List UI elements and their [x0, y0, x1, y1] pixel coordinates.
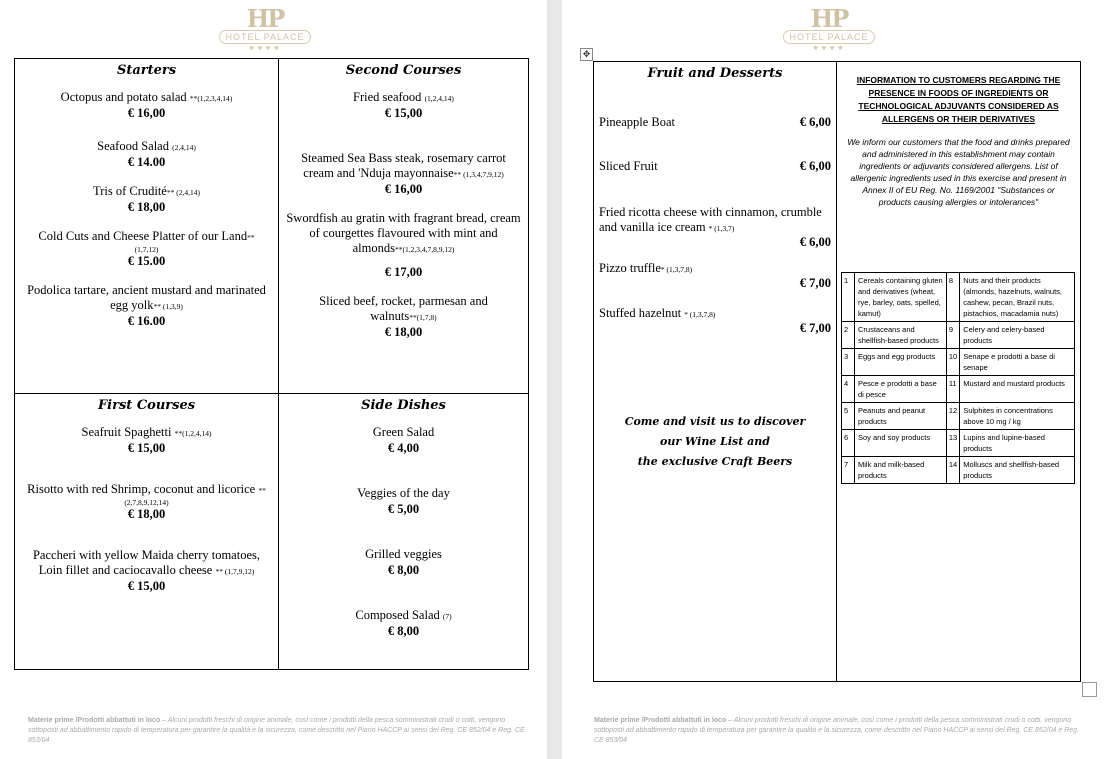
logo-name: HOTEL PALACE [219, 30, 311, 44]
dish-item: Grilled veggies € 8,00 [365, 547, 442, 577]
allergen-number: 9 [946, 322, 959, 349]
allergen-name: Milk and milk-based products [855, 457, 947, 484]
allergen-number: 2 [842, 322, 855, 349]
dish-item: Octopus and potato salad **(1,2,3,4,14) € 16,00 [60, 90, 233, 120]
dish-item: Seafood Salad (2,4,14) € 14.00 [97, 139, 196, 169]
allergen-number: 5 [842, 403, 855, 430]
logo-stars: ★★★★ [248, 44, 282, 52]
hotel-logo [779, 4, 879, 52]
logo-monogram: HP [810, 4, 848, 33]
menu-table-page-1 [14, 58, 529, 670]
allergen-row [842, 273, 1075, 322]
allergen-row [842, 349, 1075, 376]
allergen-info-title: INFORMATION TO CUSTOMERS REGARDING THE PRESENCE IN FOODS OF INGREDIENTS OR TECHNOLOGICAL ADJUVANTS CONSIDERED AS ALLERGENS OR THEIR DERIVATIVES [856, 75, 1061, 124]
allergen-number: 7 [842, 457, 855, 484]
hotel-logo [215, 4, 315, 52]
allergen-name: Senape e prodotti a base di senape [960, 349, 1075, 376]
allergen-number: 3 [842, 349, 855, 376]
section-title: Second Courses [345, 63, 462, 78]
section-title: Side Dishes [361, 398, 446, 413]
allergen-number: 8 [946, 273, 959, 322]
dish-item: Paccheri with yellow Maida cherry tomatoes, Loin fillet and caciocavallo cheese ** (1,7,9,12) € 15,00 [32, 548, 260, 593]
dish-item: Seafruit Spaghetti **(1,2,4,14) € 15,00 [81, 425, 212, 455]
allergen-name: Molluscs and shellfish-based products [960, 457, 1075, 484]
logo-stars: ★★★★ [812, 44, 846, 52]
allergen-number: 14 [946, 457, 959, 484]
allergen-name: Lupins and lupine-based products [960, 430, 1075, 457]
allergen-name: Pesce e prodotti a base di pesce [855, 376, 947, 403]
allergen-row [842, 322, 1075, 349]
footer-note: Materie prime /Prodotti abbattuti in loco – Alcuni prodotti freschi di origine animale, così come i prodotti della pesca somministrati crudi o cotti, vengono sottoposti ad abbattimento rapido di temperatura per garantire la qualità e la sicurezza, come descritto nel Piano HACCP ai sensi del Reg. CE 852/04 e Reg. CE 853/04 [28, 717, 525, 744]
allergen-name: Peanuts and peanut products [855, 403, 947, 430]
dish-item: Green Salad € 4,00 [372, 425, 435, 455]
wine-list-invite: Come and visit us to discover our Wine List and the exclusive Craft Beers [624, 415, 806, 468]
allergen-name: Sulphites in concentrations above 10 mg / kg [960, 403, 1075, 430]
section-title: Starters [116, 63, 177, 78]
allergen-row [842, 430, 1075, 457]
dish-item: Sliced beef, rocket, parmesan and walnuts**(1,7,8) € 18,00 [319, 294, 488, 339]
menu-table-page-2 [593, 61, 1081, 682]
side-dishes-section [279, 394, 529, 670]
allergen-row [842, 376, 1075, 403]
logo-monogram: HP [246, 4, 284, 33]
dish-item: Steamed Sea Bass steak, rosemary carrot cream and 'Nduja mayonnaise** (1,3,4,7,9,12) € 16,00 [301, 151, 506, 196]
dish-item: Tris of Crudité** (2,4,14) € 18,00 [93, 184, 200, 214]
menu-page-1 [0, 0, 547, 759]
section-title: Fruit and Desserts [647, 66, 783, 81]
allergen-row [842, 457, 1075, 484]
section-title: First Courses [97, 398, 196, 413]
dish-item: Podolica tartare, ancient mustard and marinated egg yolk** (1,3,9) € 16.00 [27, 283, 266, 328]
fruit-desserts-section: Fruit and Desserts Pineapple Boat € 6,00 Sliced Fruit € 6,00 Fried ricotta cheese with cinnamon, crumble and vanilla ice cream * (1,3,7) € 6,00 Pizzo truffle* (1,3,7,8) € 7,00 Stuffed hazelnut * (1,3,7,8) € 7,00 Come and visit us to discover our Wine List and the exclusive Craft Beers [594, 62, 837, 682]
allergen-info-section [837, 62, 1081, 682]
dish-item: Veggies of the day € 5,00 [357, 486, 450, 516]
allergen-table [841, 272, 1075, 484]
table-resize-handle[interactable] [1082, 682, 1097, 697]
allergen-row [842, 403, 1075, 430]
dish-item: Swordfish au gratin with fragrant bread, cream of courgettes flavoured with mint and almonds**(1,2,3,4,7,8,9,12) € 17,00 [286, 211, 521, 279]
menu-page-2 [562, 0, 1106, 759]
starters-section [15, 59, 279, 394]
first-courses-section [15, 394, 279, 670]
footer-note: Materie prime /Prodotti abbattuti in loco – Alcuni prodotti freschi di origine animale, così come i prodotti della pesca somministrati crudi o cotti, vengono sottoposti ad abbattimento rapido di temperatura per garantire la qualità e la sicurezza, come descritto nel Piano HACCP ai sensi del Reg. CE 852/04 e Reg. CE 853/04 [594, 717, 1079, 744]
dish-item: Composed Salad (7) € 8,00 [355, 608, 452, 638]
allergen-name: Celery and celery-based products [960, 322, 1075, 349]
second-courses-section [279, 59, 529, 394]
allergen-number: 11 [946, 376, 959, 403]
allergen-name: Mustard and mustard products [960, 376, 1075, 403]
dish-item: Cold Cuts and Cheese Platter of our Land** (1,7,12) € 15.00 [38, 229, 255, 268]
allergen-name: Cereals containing gluten and derivatives (wheat, rye, barley, oats, spelled, kamut) [855, 273, 947, 322]
allergen-name: Crustaceans and shellfish-based products [855, 322, 947, 349]
allergen-number: 10 [946, 349, 959, 376]
allergen-name: Soy and soy products [855, 430, 947, 457]
allergen-number: 1 [842, 273, 855, 322]
allergen-info-text: We inform our customers that the food and drinks prepared and administered in this establishment may contain ingredients or adjuvants considered allergens. List of allergenic ingredients used in this exercise and present in Annex II of EU Reg. No. 1169/2001 "Substances or products causing allergies or intolerances" [847, 137, 1070, 207]
allergen-number: 12 [946, 403, 959, 430]
logo-name: HOTEL PALACE [783, 30, 875, 44]
allergen-number: 4 [842, 376, 855, 403]
table-move-handle-icon[interactable]: ✥ [580, 48, 593, 61]
allergen-number: 6 [842, 430, 855, 457]
dish-item: Fried seafood (1,2,4,14) € 15,00 [353, 90, 454, 120]
dish-item: Risotto with red Shrimp, coconut and licorice ** (2,7,8,9,12,14) € 18,00 [27, 482, 266, 521]
allergen-name: Eggs and egg products [855, 349, 947, 376]
allergen-number: 13 [946, 430, 959, 457]
allergen-name: Nuts and their products (almonds, hazelnuts, walnuts, cashew, pecan, Brazil nuts, pistachios, macadamia nuts) [960, 273, 1075, 322]
